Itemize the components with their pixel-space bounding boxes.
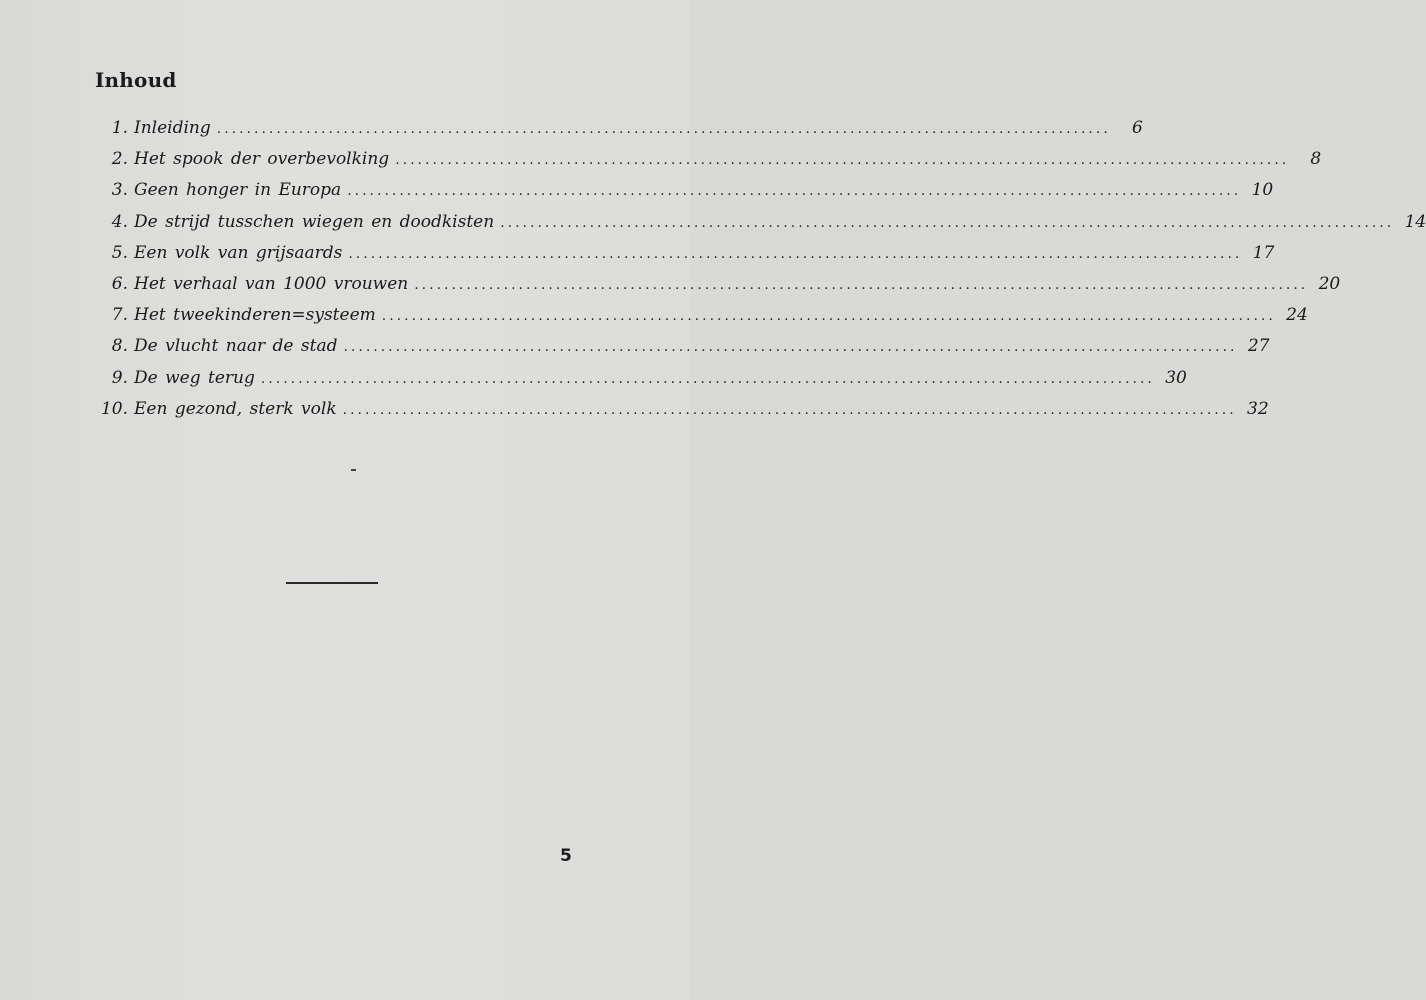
dot-leader: ........................................................................................................................ (348, 245, 1243, 262)
dot-leader: ........................................................................................................................ (414, 276, 1309, 293)
toc-entry-page: 17 (1252, 242, 1275, 263)
closing-rule (286, 582, 378, 584)
toc-entry-title: De strijd tusschen wiegen en doodkisten (134, 211, 495, 232)
toc-entry (100, 363, 1187, 394)
toc-entry (100, 331, 1270, 362)
toc-entry-page: 14 (1404, 211, 1426, 232)
toc-entry-number: 8. (111, 336, 128, 357)
toc-entry-title: Het tweekinderen=systeem (134, 305, 376, 326)
dot-leader: ........................................................................................................................ (500, 214, 1395, 231)
toc-entry-page: 20 (1318, 273, 1341, 294)
toc-entry-title: De weg terug (134, 367, 255, 388)
toc-entry (100, 300, 1308, 331)
dot-leader: ........................................................................................................................ (343, 339, 1238, 356)
toc-entry-page: 10 (1251, 180, 1274, 201)
toc-entry-number: 2. (111, 149, 128, 170)
dot-leader: ........................................................................................................................ (347, 183, 1242, 200)
dot-leader: ........................................................................................................................ (216, 121, 1111, 137)
toc-entry (100, 207, 1426, 238)
toc-entry-number: 1. (111, 118, 128, 138)
dot-leader: ........................................................................................................................ (381, 308, 1276, 325)
toc-entry-number: 3. (111, 180, 128, 201)
toc-entry-page: 30 (1165, 367, 1187, 388)
table-of-contents (100, 113, 1426, 425)
toc-entry (100, 269, 1341, 300)
print-speck (351, 469, 356, 471)
toc-entry-title: Een gezond, sterk volk (134, 398, 337, 419)
toc-entry (100, 394, 1269, 425)
toc-entry (100, 175, 1274, 206)
toc-entry-number: 10. (100, 398, 128, 419)
dot-leader: ........................................................................................................................ (395, 152, 1290, 169)
page-title: Inhoud (95, 68, 177, 92)
toc-entry-number: 4. (111, 211, 128, 232)
toc-entry-number: 6. (111, 273, 128, 294)
toc-entry (100, 238, 1275, 269)
toc-entry-number: 9. (111, 367, 128, 388)
toc-entry (100, 144, 1322, 175)
toc-entry-page: 6 (1131, 118, 1143, 138)
dot-leader: ........................................................................................................................ (342, 401, 1237, 418)
toc-entry-number: 7. (111, 305, 128, 326)
dot-leader: ........................................................................................................................ (260, 370, 1155, 387)
toc-entry-page: 24 (1286, 305, 1308, 326)
toc-entry-title: De vlucht naar de stad (134, 336, 338, 357)
toc-entry-title: Inleiding (134, 118, 211, 138)
toc-entry-title: Het spook der overbevolking (134, 149, 390, 170)
toc-entry-number: 5. (111, 242, 128, 263)
toc-entry-title: Een volk van grijsaards (134, 242, 343, 263)
toc-entry (100, 113, 1143, 144)
toc-entry-title: Het verhaal van 1000 vrouwen (134, 273, 409, 294)
page-number: 5 (560, 846, 572, 866)
toc-entry-page: 27 (1247, 336, 1270, 357)
toc-entry-title: Geen honger in Europa (134, 180, 342, 201)
toc-entry-page: 32 (1247, 398, 1269, 419)
toc-entry-page: 8 (1310, 149, 1322, 170)
